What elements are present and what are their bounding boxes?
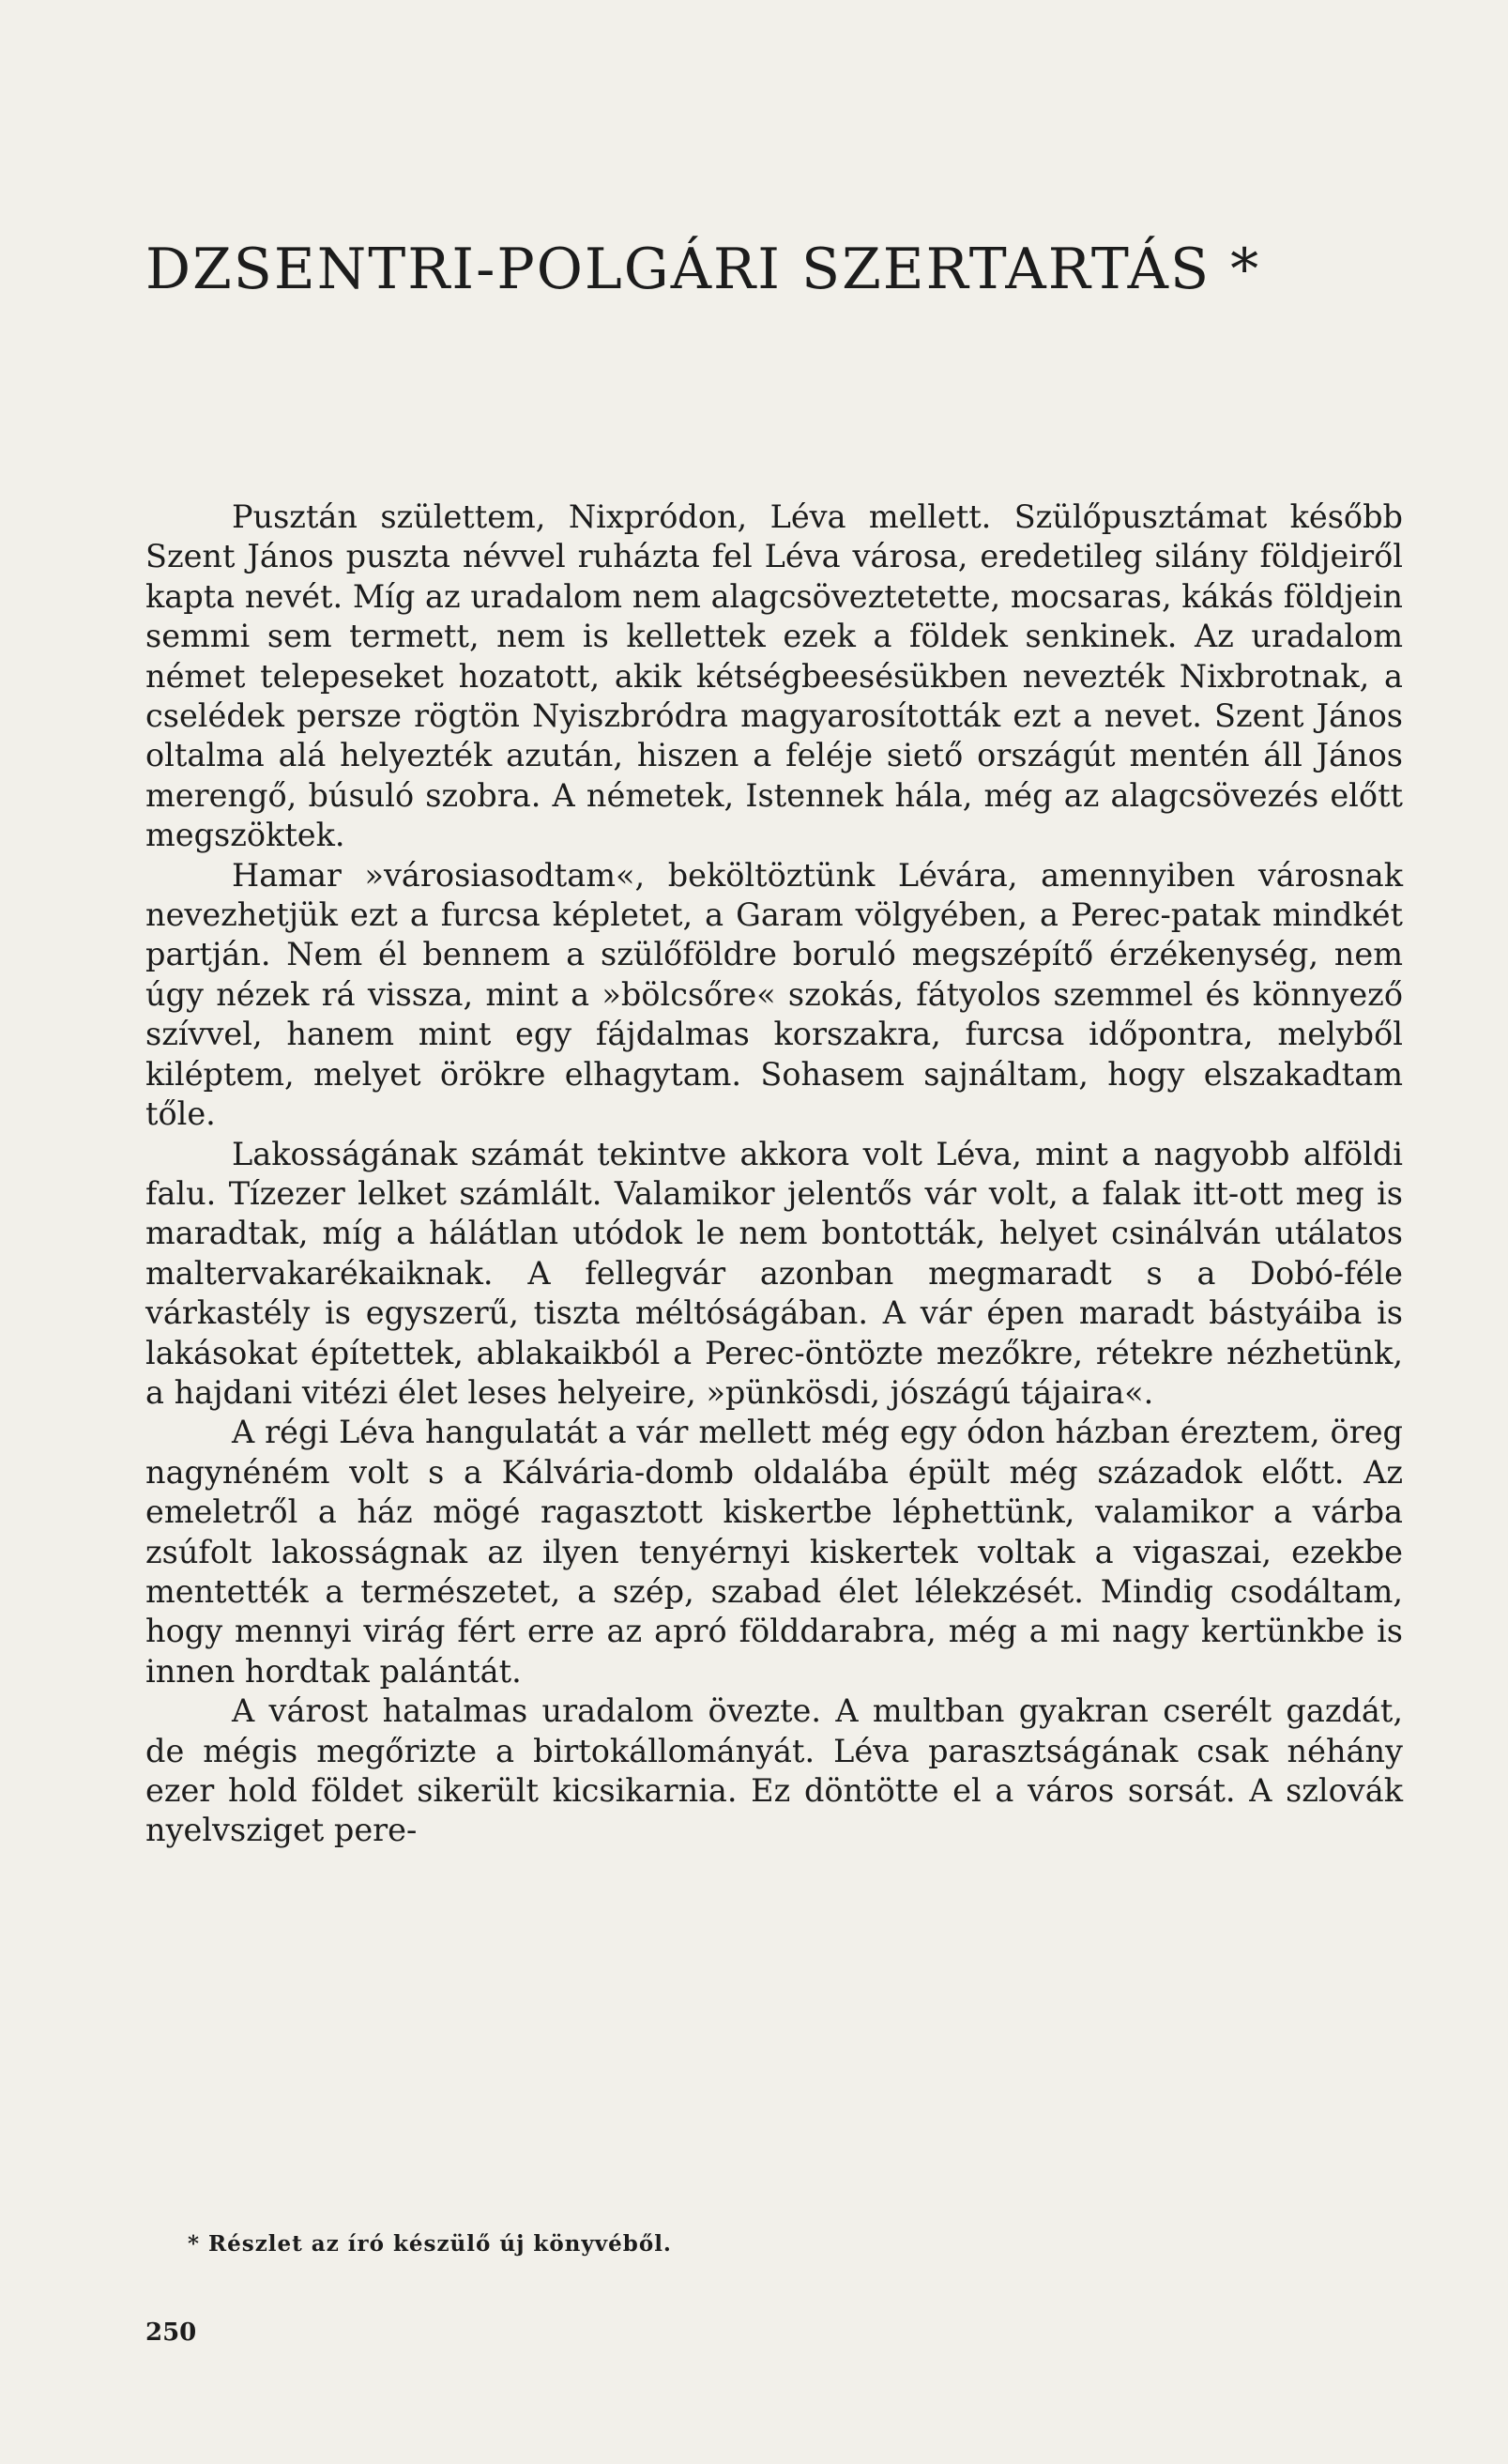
footnote: * Részlet az író készülő új könyvéből. <box>188 2231 672 2257</box>
paragraph: A várost hatalmas uradalom övezte. A multban gyakran cserélt gazdát, de mégis megőrizte a birtokállományát. Léva parasztságának csak néhány ezer hold földet sikerült kicsikarnia. Ez döntötte el a város sorsát. A szlovák nyelvsziget pere- <box>145 1692 1403 1849</box>
paragraph: A régi Léva hangulatát a vár mellett még egy ódon házban éreztem, öreg nagynéném volt s a Kálvária-domb oldalába épült még századok előtt. Az emeletről a ház mögé ragasztott kiskertbe léphettünk, valamikor a várba zsúfolt lakosságnak az ilyen tenyérnyi kiskertek voltak a vigaszai, ezekbe mentették a természetet, a szép, szabad élet lélekzését. Mindig csodáltam, hogy mennyi virág fért erre az apró földdarabra, még a mi nagy kertünkbe is innen hordtak palántát. <box>145 1414 1403 1690</box>
paragraph: Hamar »városiasodtam«, beköltöztünk Lévára, amennyiben városnak nevezhetjük ezt a furcsa képletet, a Garam völgyében, a Perec-patak mindkét partján. Nem él bennem a szülőföldre boruló megszépítő érzékenység, nem úgy nézek rá vissza, mint a »bölcsőre« szokás, fátyolos szemmel és könnyező szívvel, hanem mint egy fájdalmas korszakra, furcsa időpontra, melyből kiléptem, melyet örökre elhagytam. Sohasem sajnáltam, hogy elszakadtam tőle. <box>145 856 1403 1133</box>
paragraph: Pusztán születtem, Nixpródon, Léva mellett. Szülőpusztámat később Szent János puszta névvel ruházta fel Léva városa, eredetileg silány földjeiről kapta nevét. Míg az uradalom nem alagcsöveztetette, mocsaras, kákás földjein semmi sem termett, nem is kellettek ezek a földek senkinek. Az uradalom német telepeseket hozatott, akik kétségbeesésükben nevezték Nixbrotnak, a cselédek persze rögtön Nyiszbródra magyarosították ezt a nevet. Szent János oltalma alá helyezték azután, hiszen a feléje siető országút mentén áll János merengő, búsuló szobra. A németek, Istennek hála, még az alagcsövezés előtt megszöktek. <box>145 498 1403 854</box>
chapter-title: DZSENTRI-POLGÁRI SZERTARTÁS * <box>145 237 1261 302</box>
body-text <box>145 497 1403 1851</box>
page-number: 250 <box>145 2319 197 2347</box>
paragraph: Lakosságának számát tekintve akkora volt Léva, mint a nagyobb alföldi falu. Tízezer lelket számlált. Valamikor jelentős vár volt, a falak itt-ott meg is maradtak, míg a hálátlan utódok le nem bontották, helyet csinálván utálatos maltervakarékaiknak. A fellegvár azonban megmaradt s a Dobó-féle várkastély is egyszerű, tiszta méltóságában. A vár épen maradt bástyáiba is lakásokat építettek, ablakaikból a Perec-öntözte mezőkre, rétekre nézhetünk, a hajdani vitézi élet leses helyeire, »pünkösdi, jószágú tájaira«. <box>145 1135 1403 1411</box>
